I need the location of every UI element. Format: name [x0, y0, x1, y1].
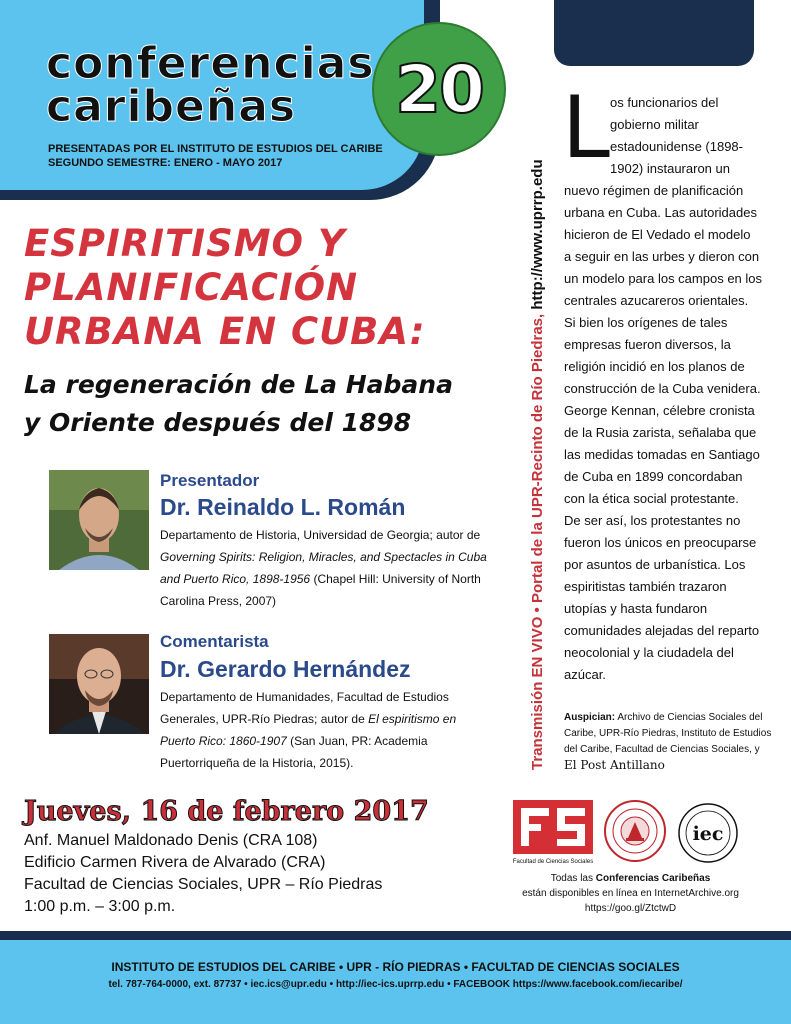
broadcast-url[interactable]: http://www.uprrp.edu [529, 159, 546, 310]
availability-url[interactable]: https://goo.gl/ZtctwD [584, 903, 677, 914]
series-title-line1: conferencias [46, 38, 375, 89]
article-line: nuevo régimen de planificación [564, 183, 744, 198]
article-line: utopías y hasta fundaron [564, 601, 708, 616]
main-title-line2: PLANIFICACIÓN [24, 266, 359, 309]
commentator-role: Comentarista [160, 632, 269, 651]
semester: SEGUNDO SEMESTRE: ENERO - MAYO 2017 [48, 157, 283, 169]
event-venue: Anf. Manuel Maldonado Denis (CRA 108) [24, 832, 318, 849]
newspaper-logo: El Post Antillano [564, 758, 665, 772]
article-line: gobierno militar [610, 117, 699, 132]
commentator-name: Dr. Gerardo Hernández [160, 656, 411, 682]
footer-divider [0, 931, 791, 940]
sponsors-line2: Caribe, UPR-Río Piedras, Instituto de Estudios [564, 728, 772, 739]
main-title-line1: ESPIRITISMO Y [24, 222, 346, 265]
fcs-logo [513, 800, 593, 866]
main-title-line3: URBANA EN CUBA: [24, 310, 426, 353]
article-line: De ser así, los protestantes no [564, 513, 741, 528]
iec-logo-mark: iec [692, 823, 724, 845]
article-line: fueron los únicos en preocuparse [564, 535, 757, 550]
article-line: os funcionarios del [610, 95, 719, 110]
presenter-name: Dr. Reinaldo L. Román [160, 494, 406, 520]
article-line: hicieron de El Vedado el modelo [564, 227, 751, 242]
event-building: Edificio Carmen Rivera de Alvarado (CRA) [24, 854, 326, 871]
iec-logo [678, 803, 738, 863]
edition-number: 20 [395, 50, 483, 128]
fcs-logo-caption: Facultad de Ciencias Sociales [513, 859, 593, 865]
presenter-role: Presentador [160, 471, 260, 490]
top-right-tab [554, 0, 754, 66]
footer-contact[interactable]: tel. 787-764-0000, ext. 87737 • iec.ics@upr.edu • http://iec-ics.uprrp.edu • FACEBOOK https://www.facebook.com/iecaribe/ [108, 979, 683, 990]
event-date: Jueves, 16 de febrero 2017 [24, 796, 429, 827]
commentator-bio: Departamento de Humanidades, Facultad de Estudios Generales, UPR-Río Piedras; autor de El espiritismo en Puerto Rico: 1860-1907 (San Juan, PR: Academia Puertorriqueña de la Historia, 2015). [160, 690, 457, 770]
article-line: construcción de la Cuba venidera. [564, 381, 761, 396]
article-line: con la ética social protestante. [564, 491, 739, 506]
series-title-line2: caribeñas [46, 81, 297, 132]
article-line: George Kennan, célebre cronista [564, 403, 755, 418]
availability-line1: Todas las Conferencias Caribeñas [550, 873, 711, 884]
article-line: azúcar. [564, 667, 606, 682]
article-line: un modelo para los campos en los [564, 271, 763, 286]
event-time: 1:00 p.m. – 3:00 p.m. [24, 898, 176, 915]
article-line: por asuntos de urbanística. Los [564, 557, 746, 572]
article-line: a seguir en las urbes y dieron con [564, 249, 760, 264]
article-line: de Cuba en 1899 concordaban [564, 469, 743, 484]
footer-institution: INSTITUTO DE ESTUDIOS DEL CARIBE • UPR - RÍO PIEDRAS • FACULTAD DE CIENCIAS SOCIALES [111, 960, 680, 974]
article-line: espiritistas también trazaron [564, 579, 727, 594]
commentator-photo [49, 634, 149, 734]
article-line: urbana en Cuba. Las autoridades [564, 205, 757, 220]
article-line: Si bien los orígenes de tales [564, 315, 728, 330]
event-faculty: Facultad de Ciencias Sociales, UPR – Río Piedras [24, 876, 383, 893]
edition-badge [372, 22, 506, 156]
sponsors-label: Auspician: [564, 712, 616, 723]
presenter-bio: Departamento de Historia, Universidad de Georgia; autor de Governing Spirits: Religion, Miracles, and Spectacles in Cuba and Puerto Rico, 1898-1956 (Chapel Hill: University of North Carolina Press, 2007) [160, 528, 487, 608]
availability-line2: están disponibles en línea en InternetArchive.org [522, 888, 739, 899]
article-drop-cap: L [562, 78, 610, 178]
article-line: 1902) instauraron un [610, 161, 730, 176]
subtitle-line1: La regeneración de La Habana [24, 370, 453, 399]
article-line: empresas fueron diversos, la [564, 337, 731, 352]
article-line: neocolonial y la ciudadela del [564, 645, 734, 660]
subtitle-line2: y Oriente después del 1898 [24, 408, 412, 437]
upr-seal-logo [604, 800, 666, 862]
broadcast-notice: Transmisión EN VIVO • Portal de la UPR-Recinto de Río Piedras, http://www.uprrp.edu [529, 159, 546, 770]
sponsors-line1: Auspician: Archivo de Ciencias Sociales del [564, 712, 763, 723]
article-line: comunidades alejadas del reparto [564, 623, 760, 638]
presented-by: PRESENTADAS POR EL INSTITUTO DE ESTUDIOS DEL CARIBE [48, 143, 383, 155]
article-line: estadounidense (1898- [610, 139, 743, 154]
article-line: las medidas tomadas en Santiago [564, 447, 760, 462]
article-line: centrales azucareros orientales. [564, 293, 749, 308]
article-line: religión incidió en los planos de [564, 359, 745, 374]
sponsors-line3: del Caribe, Facultad de Ciencias Sociales, y [564, 744, 760, 755]
presenter-photo [49, 470, 149, 570]
article-line: de la Rusia zarista, señalaba que [564, 425, 757, 440]
